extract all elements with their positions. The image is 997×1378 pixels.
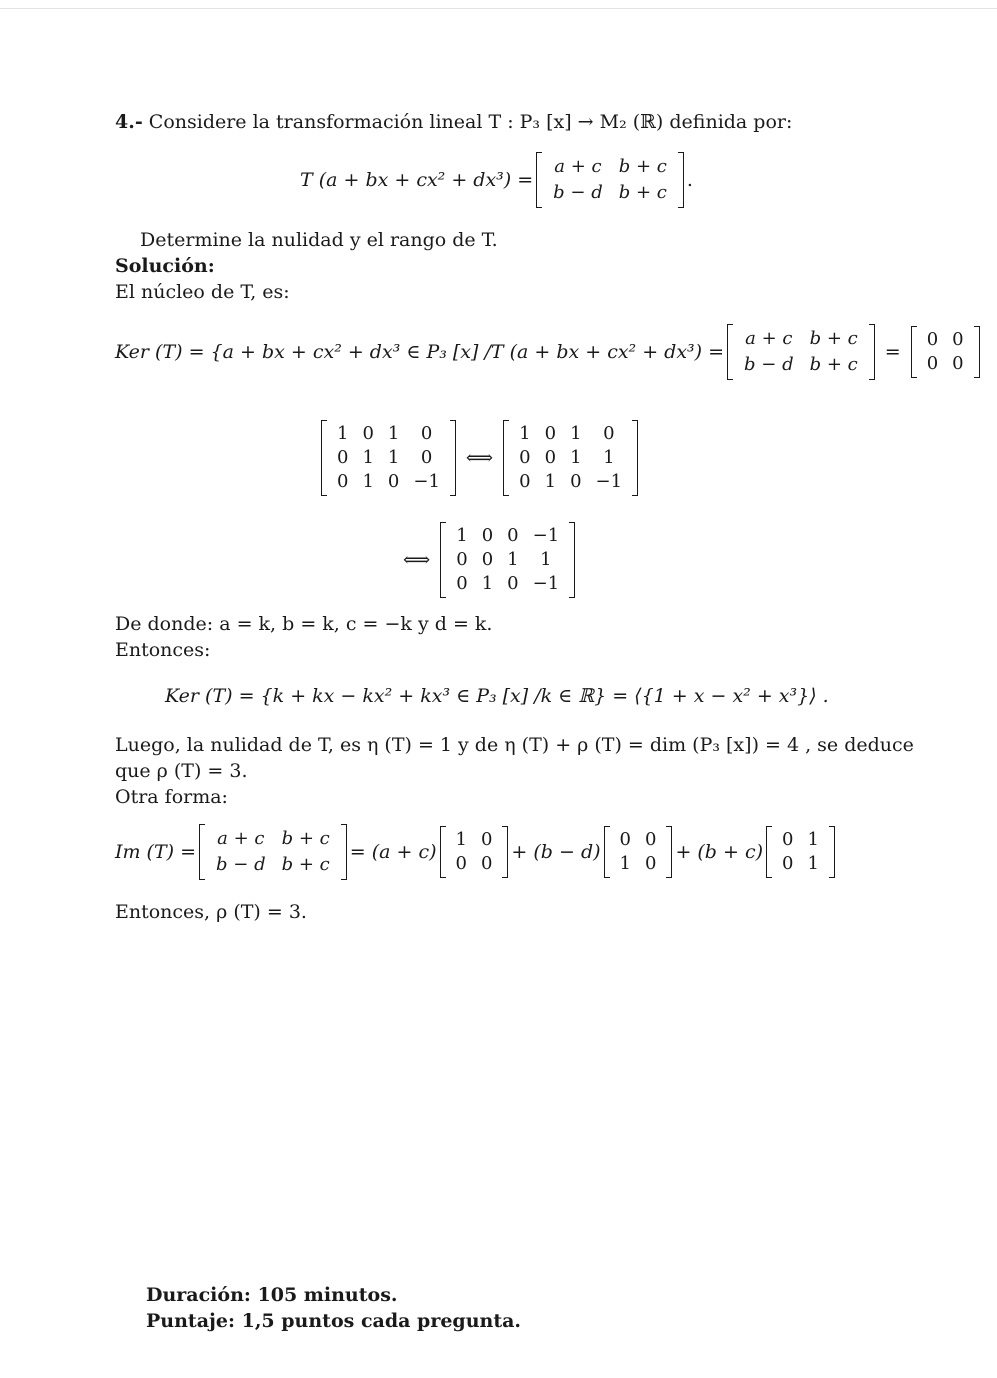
matrix-cell: −1 [532, 573, 560, 594]
matrix-cell: 0 [952, 353, 964, 374]
matrix-cell: 0 [926, 329, 939, 350]
matrix-cell: 0 [507, 573, 519, 594]
problem-text: Considere la transformación lineal T : P₃ [x] → M₂ (ℝ) definida por: [148, 111, 793, 133]
matrix-cell: 0 [544, 423, 557, 444]
row-reduction-step-1 [318, 420, 641, 496]
kernel-result: Ker (T) = {k + kx − kx² + kx³ ∈ P₃ [x] /k ∈ ℝ} = ⟨{1 + x − x² + x³}⟩ . [165, 685, 829, 707]
definition-equation [300, 152, 693, 208]
matrix-cell: −1 [532, 525, 560, 546]
matrix-cell: 0 [481, 525, 494, 546]
matrix-cell: 1 [519, 423, 531, 444]
matrix-cell: 1 [481, 573, 494, 594]
term3-coefficient: + (b + c) [675, 841, 764, 863]
image-matrix [199, 824, 347, 880]
matrix-cell: 1 [362, 447, 374, 468]
top-border [0, 8, 997, 9]
matrix-cell: 1 [603, 447, 615, 468]
definition-lhs: T (a + bx + cx² + dx³) = [300, 169, 534, 191]
matrix-cell: 0 [782, 853, 794, 874]
basis-matrix-2 [604, 826, 673, 878]
kernel-set-equation [115, 324, 983, 380]
matrix-cell: a + c [554, 156, 602, 177]
period: . [686, 169, 693, 191]
matrix-cell: b + c [809, 328, 858, 349]
term2-coefficient: + (b − d) [511, 841, 601, 863]
nullity-line-1: Luego, la nulidad de T, es η (T) = 1 y de η (T) + ρ (T) = dim (P₃ [x]) = 4 , se deduce [115, 734, 914, 756]
matrix-cell: 0 [480, 853, 493, 874]
entonces-line: Entonces: [115, 639, 211, 661]
matrix-cell: 0 [456, 573, 468, 594]
matrix-cell: 1 [507, 549, 519, 570]
matrix-cell: 0 [519, 471, 531, 492]
term1-coefficient: = (a + c) [349, 841, 437, 863]
definition-matrix [536, 152, 684, 208]
kernel-matrix [727, 324, 875, 380]
score-note: Puntaje: 1,5 puntos cada pregunta. [146, 1310, 522, 1332]
nullity-line-2: que ρ (T) = 3. [115, 760, 248, 782]
matrix-cell: 1 [455, 829, 467, 850]
matrix-cell: 1 [456, 525, 468, 546]
rank-conclusion: Entonces, ρ (T) = 3. [115, 901, 307, 923]
equals-sign: = [884, 341, 901, 363]
matrix-cell: 0 [420, 423, 433, 444]
matrix-cell: 0 [782, 829, 794, 850]
matrix-cell: 1 [807, 853, 819, 874]
matrix-cell: 0 [570, 471, 582, 492]
matrix-cell: 0 [455, 853, 467, 874]
matrix-cell: b + c [618, 156, 667, 177]
matrix-cell: b − d [553, 182, 603, 203]
matrix-cell: 0 [603, 423, 615, 444]
matrix-cell: 0 [926, 353, 939, 374]
matrix-cell: 0 [456, 549, 468, 570]
matrix-cell: 0 [507, 525, 519, 546]
matrix-cell: b + c [809, 354, 858, 375]
de-donde-line: De donde: a = k, b = k, c = −k y d = k. [115, 613, 493, 635]
zero-matrix [911, 326, 980, 378]
iff-arrow: ⟺ [465, 447, 494, 469]
matrix-cell: b − d [216, 854, 266, 875]
augmented-matrix-2 [503, 420, 638, 496]
matrix-cell: 1 [807, 829, 819, 850]
image-lhs: Im (T) = [115, 841, 197, 863]
row-reduction-step-2 [396, 522, 578, 598]
matrix-cell: 1 [540, 549, 552, 570]
solution-heading: Solución: [115, 255, 215, 277]
matrix-cell: b + c [618, 182, 667, 203]
matrix-cell: a + c [217, 828, 265, 849]
matrix-cell: 1 [619, 853, 631, 874]
image-equation [115, 824, 838, 880]
matrix-cell: 0 [619, 829, 631, 850]
matrix-cell: 0 [480, 829, 493, 850]
matrix-cell: −1 [413, 471, 440, 492]
matrix-cell: −1 [595, 471, 623, 492]
otra-forma-line: Otra forma: [115, 786, 228, 808]
matrix-cell: b + c [281, 854, 330, 875]
matrix-cell: 1 [362, 471, 374, 492]
augmented-matrix-1 [321, 420, 456, 496]
basis-matrix-1 [440, 826, 509, 878]
matrix-cell: 0 [420, 447, 433, 468]
matrix-cell: 1 [544, 471, 557, 492]
matrix-cell: 1 [387, 447, 400, 468]
matrix-cell: 1 [570, 423, 582, 444]
matrix-cell: 0 [952, 329, 964, 350]
matrix-cell: 1 [570, 447, 582, 468]
matrix-cell: 0 [544, 447, 557, 468]
duration-note: Duración: 105 minutos. [146, 1284, 398, 1306]
matrix-cell: 0 [644, 829, 657, 850]
matrix-cell: 1 [387, 423, 400, 444]
matrix-cell: 0 [387, 471, 400, 492]
matrix-cell: 0 [337, 471, 349, 492]
matrix-cell: a + c [745, 328, 793, 349]
problem-statement [115, 110, 792, 134]
problem-number: 4.- [115, 111, 143, 133]
kernel-intro: El núcleo de T, es: [115, 281, 290, 303]
basis-matrix-3 [766, 826, 835, 878]
matrix-cell: 1 [337, 423, 349, 444]
iff-arrow: ⟺ [403, 549, 431, 571]
matrix-cell: 0 [362, 423, 374, 444]
matrix-cell: 0 [644, 853, 657, 874]
kernel-set-lhs: Ker (T) = {a + bx + cx² + dx³ ∈ P₃ [x] /T (a + bx + cx² + dx³) = [115, 341, 725, 363]
matrix-cell: 0 [519, 447, 531, 468]
augmented-matrix-3 [440, 522, 575, 598]
problem-question: Determine la nulidad y el rango de T. [140, 229, 498, 251]
matrix-cell: 0 [337, 447, 349, 468]
matrix-cell: 0 [481, 549, 494, 570]
matrix-cell: b + c [281, 828, 330, 849]
matrix-cell: b − d [744, 354, 794, 375]
